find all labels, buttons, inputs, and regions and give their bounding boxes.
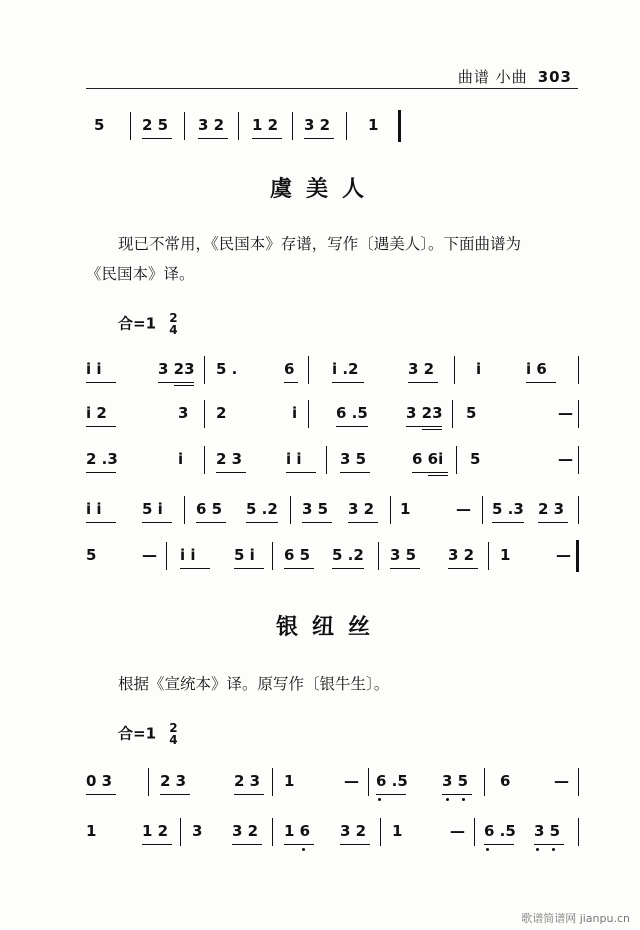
note-group: 3 2 xyxy=(348,500,375,518)
sustain-dash: — xyxy=(142,546,157,564)
note-group: 1 xyxy=(500,546,511,564)
note-group: 5 xyxy=(466,404,477,422)
note-group: 1 xyxy=(368,116,379,134)
note-group: i .2 xyxy=(332,360,359,378)
score-row-5 xyxy=(86,546,586,572)
time-numerator: 2 xyxy=(169,721,178,735)
note-group: i xyxy=(476,360,482,378)
sustain-dash: — xyxy=(344,772,359,790)
time-denominator: 4 xyxy=(169,733,178,747)
note-group: 6 .5 xyxy=(484,822,516,840)
note-group: i i xyxy=(180,546,196,564)
barline xyxy=(204,400,205,428)
note-group: 1 xyxy=(392,822,403,840)
song-description-line-1: 现已不常用，《民国本》存谱，写作〔遇美人〕。下面曲谱为 xyxy=(118,235,522,253)
score-row-2 xyxy=(86,404,586,430)
note-group: 3 5 xyxy=(302,500,329,518)
barline xyxy=(308,400,309,428)
barline xyxy=(272,542,273,570)
note-group: 1 xyxy=(284,772,295,790)
barline xyxy=(380,818,381,846)
note-group: 3 5 xyxy=(442,772,469,790)
song-title: 虞美人 xyxy=(270,176,379,202)
song-description-line-2: 《民国本》译。 xyxy=(86,265,195,283)
note-group: 5 .3 xyxy=(492,500,524,518)
note-group: 6 xyxy=(500,772,511,790)
barline xyxy=(326,446,327,474)
note-group: 2 3 xyxy=(160,772,187,790)
score-row-6 xyxy=(86,772,586,798)
note-group: 3 5 xyxy=(534,822,561,840)
score-row-0 xyxy=(86,116,586,142)
barline xyxy=(292,112,293,140)
barline xyxy=(184,112,185,140)
note-group: i 6 xyxy=(526,360,547,378)
barline xyxy=(238,112,239,140)
running-header xyxy=(458,66,572,87)
note-group: 3 2 xyxy=(408,360,435,378)
note-group: 5 i xyxy=(234,546,255,564)
note-group: 2 .3 xyxy=(86,450,118,468)
barline xyxy=(368,768,369,796)
barline xyxy=(578,400,579,428)
note-group: 3 23 xyxy=(158,360,195,378)
barline xyxy=(180,818,181,846)
barline xyxy=(204,356,205,384)
note-group: 6 5 xyxy=(284,546,311,564)
note-group: 2 3 xyxy=(538,500,565,518)
note-group: 6 .5 xyxy=(376,772,408,790)
barline xyxy=(378,542,379,570)
barline xyxy=(474,818,475,846)
note-group: 3 xyxy=(192,822,203,840)
note-group: 6 6i xyxy=(412,450,444,468)
barline xyxy=(452,400,453,428)
final-barline xyxy=(576,540,579,572)
barline xyxy=(578,496,579,524)
note-group: 2 5 xyxy=(142,116,169,134)
note-group: 2 3 xyxy=(234,772,261,790)
score-row-7 xyxy=(86,822,586,848)
note-group: 3 xyxy=(178,404,189,422)
note-group: 6 .5 xyxy=(336,404,368,422)
song-title: 银纽丝 xyxy=(276,614,385,640)
barline xyxy=(578,446,579,474)
note-group: 0 3 xyxy=(86,772,113,790)
note-group: 3 5 xyxy=(390,546,417,564)
score-row-1 xyxy=(86,360,586,386)
watermark: 歌谱简谱网 jianpu.cn xyxy=(521,912,630,925)
barline xyxy=(578,356,579,384)
sustain-dash: — xyxy=(554,772,569,790)
song-description: 根据《宣统本》译。原写作〔银牛生〕。 xyxy=(118,675,390,693)
note-group: 3 2 xyxy=(448,546,475,564)
page-number: 303 xyxy=(537,68,572,86)
sustain-dash: — xyxy=(556,546,571,564)
key-signature xyxy=(118,312,178,336)
note-group: 5 i xyxy=(142,500,163,518)
note-group: 3 5 xyxy=(340,450,367,468)
note-group: 6 xyxy=(284,360,295,378)
barline xyxy=(454,356,455,384)
note-group: 3 2 xyxy=(304,116,331,134)
note-group: 5 . xyxy=(216,360,238,378)
note-group: 5 xyxy=(86,546,97,564)
note-group: i xyxy=(178,450,184,468)
barline xyxy=(308,356,309,384)
time-signature xyxy=(169,312,177,336)
barline xyxy=(482,496,483,524)
note-group: 1 6 xyxy=(284,822,311,840)
barline xyxy=(272,768,273,796)
header-rule xyxy=(86,88,578,89)
barline xyxy=(456,446,457,474)
barline xyxy=(390,496,391,524)
note-group: 1 2 xyxy=(252,116,279,134)
barline xyxy=(578,768,579,796)
note-group: i i xyxy=(286,450,302,468)
barline xyxy=(166,542,167,570)
barline xyxy=(204,446,205,474)
sustain-dash: — xyxy=(456,500,471,518)
key-signature xyxy=(118,722,178,746)
note-group: 1 2 xyxy=(142,822,169,840)
note-group: 2 xyxy=(216,404,227,422)
note-group: i 2 xyxy=(86,404,107,422)
time-denominator: 4 xyxy=(169,323,178,337)
note-group: 3 2 xyxy=(198,116,225,134)
note-group: i i xyxy=(86,500,102,518)
barline xyxy=(130,112,131,140)
score-row-4 xyxy=(86,500,586,526)
barline xyxy=(484,768,485,796)
note-group: i i xyxy=(86,360,102,378)
note-group: 3 2 xyxy=(232,822,259,840)
sustain-dash: — xyxy=(450,822,465,840)
note-group: 1 xyxy=(86,822,97,840)
time-numerator: 2 xyxy=(169,311,178,325)
note-group: 5 .2 xyxy=(332,546,364,564)
barline xyxy=(148,768,149,796)
note-group: 1 xyxy=(400,500,411,518)
note-group: 3 2 xyxy=(340,822,367,840)
sustain-dash: — xyxy=(558,450,573,468)
key-text: 合=1 xyxy=(118,724,157,743)
sustain-dash: — xyxy=(558,404,573,422)
note-group: 5 xyxy=(94,116,105,134)
barline xyxy=(272,818,273,846)
note-group: 3 23 xyxy=(406,404,443,422)
barline xyxy=(184,496,185,524)
final-barline xyxy=(398,110,401,142)
barline xyxy=(488,542,489,570)
score-row-3 xyxy=(86,450,586,476)
key-text: 合=1 xyxy=(118,314,157,333)
note-group: 5 xyxy=(470,450,481,468)
note-group: 5 .2 xyxy=(246,500,278,518)
header-text: 曲谱 小曲 xyxy=(457,68,528,86)
barline xyxy=(290,496,291,524)
note-group: 2 3 xyxy=(216,450,243,468)
note-group: 6 5 xyxy=(196,500,223,518)
note-group: i xyxy=(292,404,298,422)
barline xyxy=(346,112,347,140)
time-signature xyxy=(169,722,177,746)
barline xyxy=(578,818,579,846)
